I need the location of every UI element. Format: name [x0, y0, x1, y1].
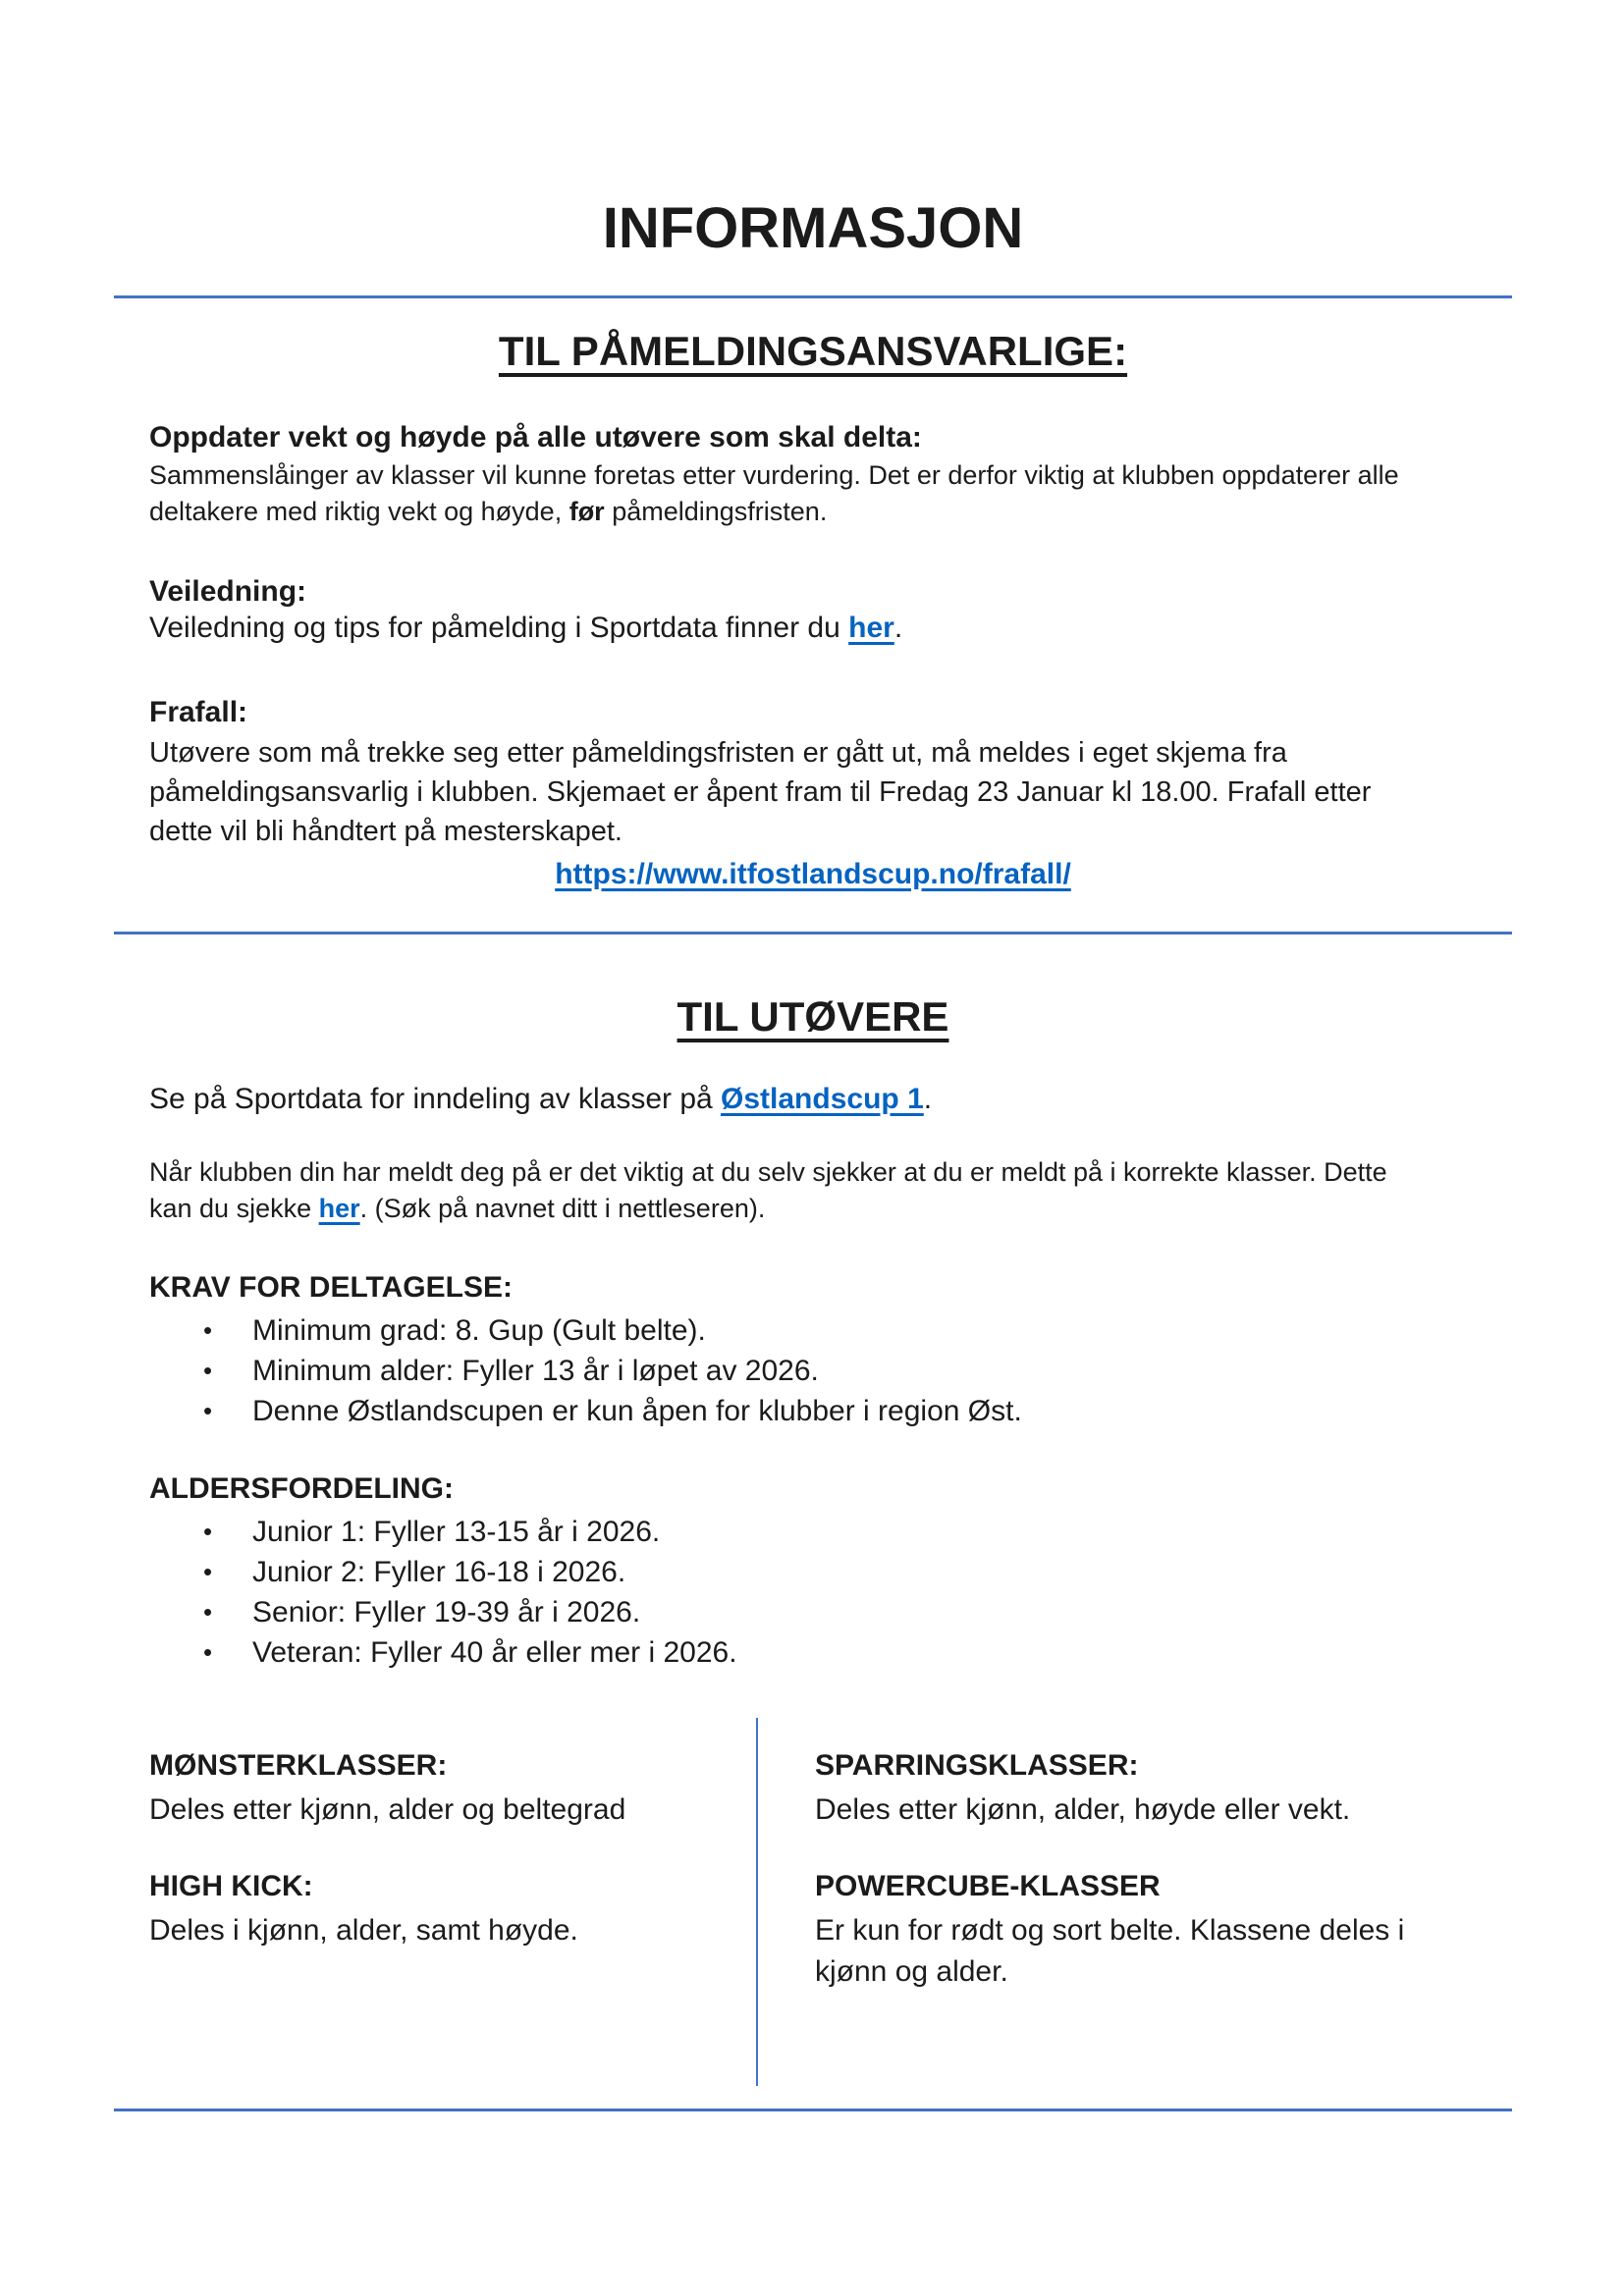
frafall-link-paragraph — [149, 855, 1477, 894]
check-registration-paragraph — [149, 1154, 1477, 1227]
paragraph-line: Deles etter kjønn, alder, høyde eller vekt. — [815, 1793, 1351, 1826]
column-right — [758, 1718, 1477, 2086]
veiledning-her-link[interactable]: her — [848, 612, 894, 644]
column-left — [149, 1718, 756, 2086]
paragraph-line: Deles etter kjønn, alder og beltegrad — [149, 1793, 626, 1826]
horizontal-rule-bottom — [114, 2109, 1512, 2111]
update-weight-paragraph — [149, 457, 1477, 530]
paragraph-line: Deles i kjønn, alder, samt høyde. — [149, 1914, 578, 1947]
paragraph-line: Er kun for rødt og sort belte. Klassene deles i — [815, 1914, 1405, 1947]
check-her-link[interactable]: her — [318, 1194, 360, 1223]
paragraph-line — [149, 1191, 1477, 1227]
text-segment: . (Søk på navnet ditt i nettleseren). — [359, 1194, 766, 1223]
paragraph-line — [149, 610, 1477, 646]
bold-text-segment: før — [568, 497, 605, 526]
krav-list — [149, 1310, 1477, 1431]
document-content — [149, 194, 1477, 2111]
krav-heading: KRAV FOR DELTAGELSE: — [149, 1271, 513, 1304]
powercube-heading: POWERCUBE-KLASSER — [815, 1870, 1161, 1902]
paragraph-line: dette vil bli håndtert på mesterskapet. — [149, 816, 623, 847]
frafall-url-link[interactable]: https://www.itfostlandscup.no/frafall/ — [555, 858, 1071, 890]
sparringsklasser-body — [815, 1789, 1477, 1831]
paragraph-line: Utøvere som må trekke seg etter påmeldingsfristen er gått ut, må meldes i eget skjema fra — [149, 737, 1287, 769]
highkick-body — [149, 1910, 756, 1951]
paragraph-line: Sammenslåinger av klasser vil kunne foretas etter vurdering. Det er derfor viktig at klubben oppdaterer alle — [149, 460, 1399, 490]
highkick-heading: HIGH KICK: — [149, 1870, 313, 1902]
monsterklasser-body — [149, 1789, 756, 1831]
veiledning-heading: Veiledning: — [149, 575, 307, 608]
list-item: • Minimum grad: 8. Gup (Gult belte). — [203, 1310, 1477, 1351]
text-segment: deltakere med riktig vekt og høyde, — [149, 497, 569, 526]
powercube-body — [815, 1910, 1477, 1993]
section-heading-athletes: TIL UTØVERE — [677, 993, 949, 1040]
list-item: • Junior 1: Fyller 13-15 år i 2026. — [203, 1512, 1477, 1552]
text-segment: . — [923, 1083, 933, 1115]
document-title: INFORMASJON — [602, 196, 1024, 260]
aldersfordeling-list — [149, 1512, 1477, 1673]
list-item: • Veteran: Fyller 40 år eller mer i 2026. — [203, 1632, 1477, 1673]
frafall-heading: Frafall: — [149, 696, 248, 728]
sportdata-paragraph — [149, 1080, 1477, 1119]
frafall-paragraph — [149, 733, 1477, 851]
paragraph-line — [149, 1080, 1477, 1119]
sparringsklasser-heading: SPARRINGSKLASSER: — [815, 1749, 1139, 1782]
paragraph-line — [149, 494, 1477, 530]
text-segment: . — [893, 612, 903, 644]
text-segment: påmeldingsfristen. — [604, 497, 828, 526]
text-segment: Se på Sportdata for inndeling av klasser på — [149, 1083, 722, 1115]
aldersfordeling-heading: ALDERSFORDELING: — [149, 1472, 454, 1505]
paragraph-line: kjønn og alder. — [815, 1955, 1008, 1988]
section-heading-registrars: TIL PÅMELDINGSANSVARLIGE: — [498, 328, 1128, 374]
paragraph-line: Når klubben din har meldt deg på er det viktig at du selv sjekker at du er meldt på i korrekte klasser. Dette — [149, 1157, 1387, 1187]
text-segment: kan du sjekke — [149, 1194, 319, 1223]
update-weight-heading: Oppdater vekt og høyde på alle utøvere som skal delta: — [149, 421, 922, 454]
horizontal-rule-middle — [114, 932, 1512, 934]
text-segment: Veiledning og tips for påmelding i Sportdata finner du — [149, 612, 849, 644]
horizontal-rule-top — [114, 295, 1512, 298]
list-item: • Denne Østlandscupen er kun åpen for klubber i region Øst. — [203, 1391, 1477, 1431]
paragraph-line: påmeldingsansvarlig i klubben. Skjemaet er åpent fram til Fredag 23 Januar kl 18.00. Frafall etter — [149, 776, 1372, 808]
list-item: • Senior: Fyller 19-39 år i 2026. — [203, 1592, 1477, 1632]
two-column-section — [149, 1718, 1477, 2086]
list-item: • Minimum alder: Fyller 13 år i løpet av 2026. — [203, 1351, 1477, 1391]
list-item: • Junior 2: Fyller 16-18 i 2026. — [203, 1552, 1477, 1592]
ostlandscup-link[interactable]: Østlandscup 1 — [721, 1083, 924, 1115]
monsterklasser-heading: MØNSTERKLASSER: — [149, 1749, 448, 1782]
veiledning-paragraph — [149, 610, 1477, 646]
